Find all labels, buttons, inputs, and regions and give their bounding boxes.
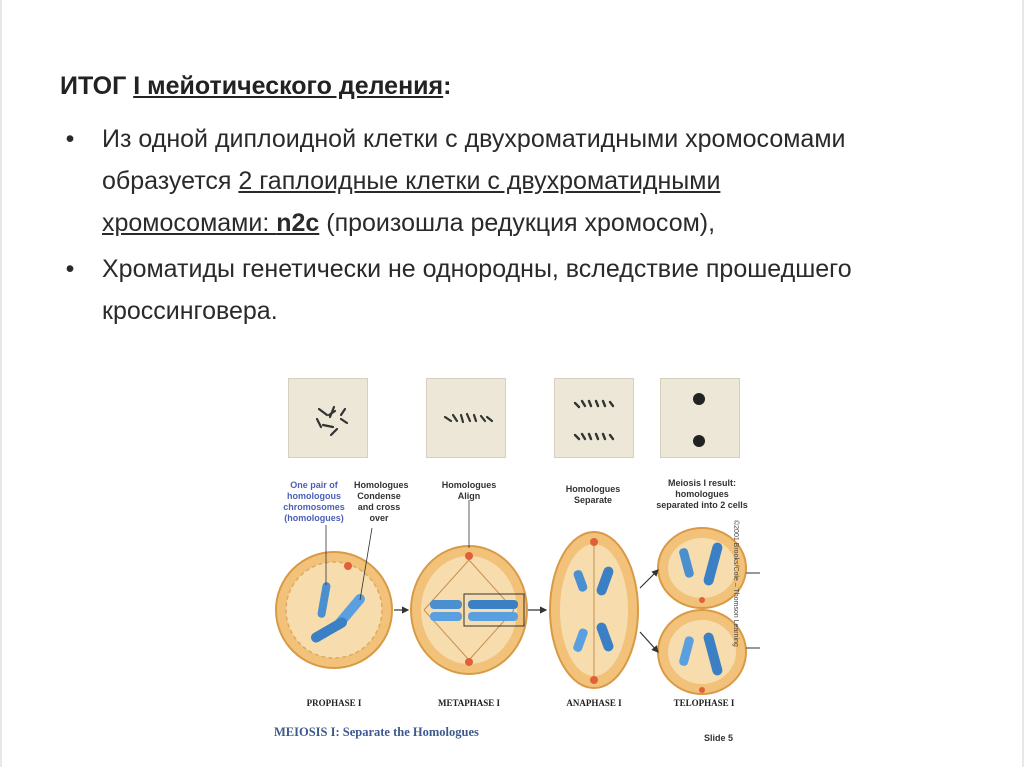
phase-label-telophase: TELOPHASE I: [673, 698, 735, 708]
phase-label-metaphase: METAPHASE I: [437, 698, 501, 708]
bullet-item-2: • Хроматиды генетически не однородны, вследствие прошедшего кроссинговера.: [60, 248, 890, 332]
label-separate: Homologues Separate: [565, 484, 621, 505]
bullet-icon: •: [65, 125, 75, 153]
label-condense: Homologues Condense and cross over: [354, 480, 409, 523]
slide-number: Slide 5: [704, 733, 734, 743]
label-align: Homologues Align: [441, 480, 497, 501]
prophase-cell: [276, 552, 392, 668]
label-homologous-pair: One pair of homologous chromosomes (homologues): [283, 480, 345, 523]
phase-label-anaphase: ANAPHASE I: [566, 698, 622, 708]
phase-label-prophase: PROPHASE I: [306, 698, 362, 708]
figure-caption: MEIOSIS I: Separate the Homologues: [274, 725, 479, 739]
bullet-item-1: • Из одной диплоидной клетки с двухроматидными хромосомами образуется 2 гаплоидные клетки с двухроматидными хромосомами: n2c (произошла редукция хромосом),: [60, 118, 890, 244]
meiosis-figure: [264, 370, 764, 757]
anaphase-cell: [550, 532, 638, 688]
bullet-icon: •: [65, 255, 75, 283]
slide-title: ИТОГ I мейотического деления:: [60, 72, 452, 100]
metaphase-cell: [411, 546, 527, 674]
label-result: Meiosis I result: homologues separated into 2 cells: [656, 478, 748, 510]
bullet-list: [60, 118, 890, 336]
copyright-note: ©2001 Brooks/Cole – Thomson Learning: [732, 520, 739, 647]
